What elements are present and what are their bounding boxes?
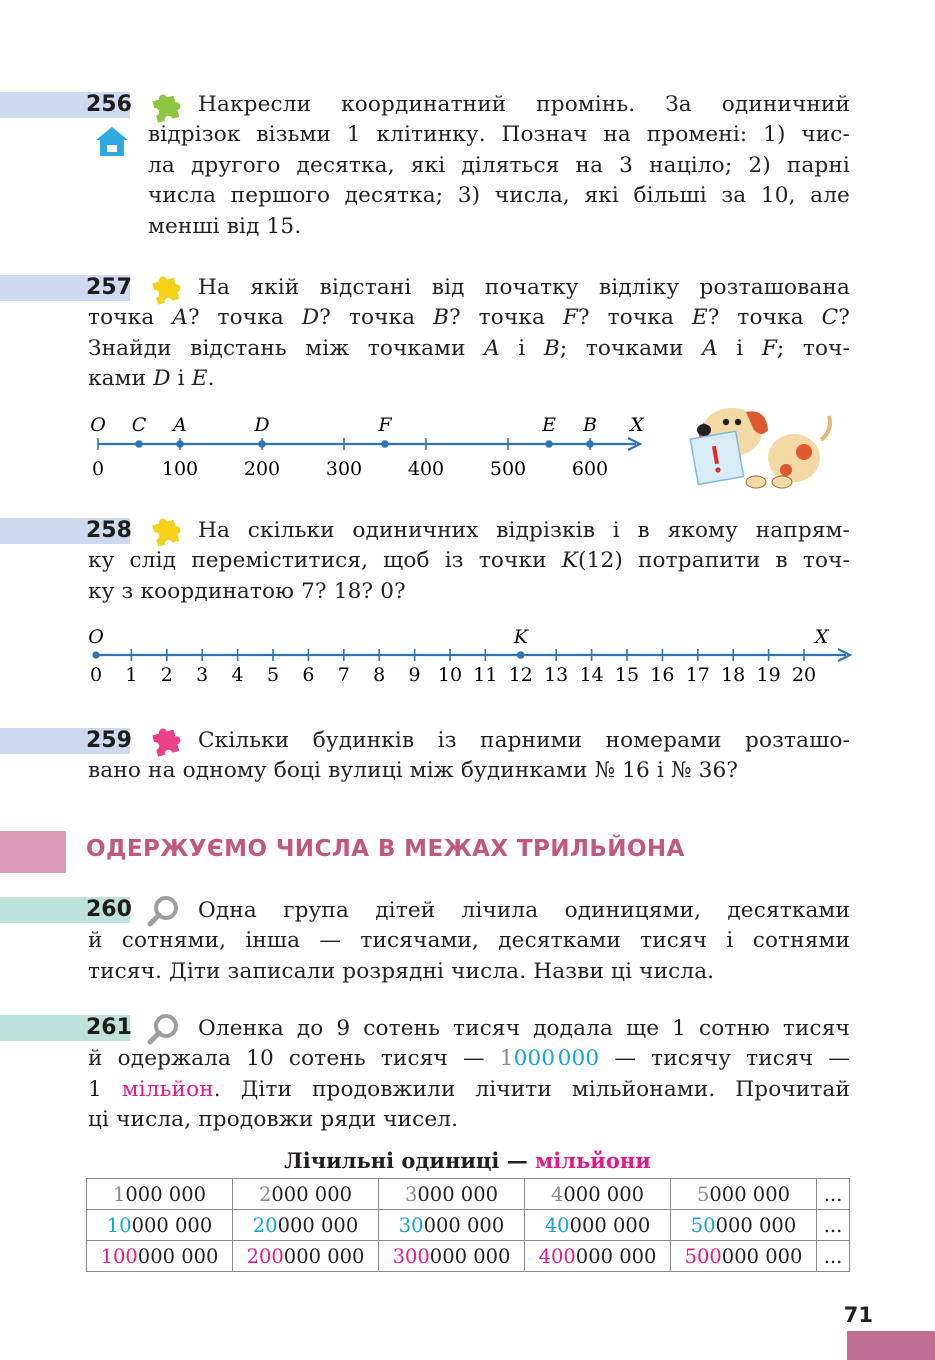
point-label: F xyxy=(378,414,392,436)
tick-label: 100 xyxy=(161,458,199,480)
number-rest: 000 000 xyxy=(417,1182,499,1206)
table-cell xyxy=(525,1179,671,1210)
table-row xyxy=(87,1241,850,1272)
tick-label: 8 xyxy=(373,664,386,686)
number-lead: 30 xyxy=(398,1213,424,1237)
number-rest: 000 000 xyxy=(125,1182,207,1206)
number-rest: 000 000 xyxy=(271,1182,353,1206)
point-label: K xyxy=(513,626,528,648)
text-line: ку слід переміститися, щоб із точки K(12) потрапити в точ- xyxy=(88,548,851,574)
text-line: відрізок візьми 1 клітинку. Познач на промені: 1) чис- xyxy=(148,122,850,148)
number-rest: 000 000 xyxy=(569,1213,651,1237)
table-cell xyxy=(87,1179,233,1210)
exercise-text-257 xyxy=(88,273,850,395)
text-line: ками D і E. xyxy=(88,366,215,392)
exercise-number: 256 xyxy=(86,92,132,117)
number-lead: 500 xyxy=(684,1244,722,1268)
text-line: Одна група дітей лічила одиницями, десятками xyxy=(198,898,850,923)
exercise-text-261 xyxy=(88,1014,850,1136)
exercise-text-256 xyxy=(88,90,850,242)
point-letter: B xyxy=(433,305,450,331)
section-title: ОДЕРЖУЄМО ЧИСЛА В МЕЖАХ ТРИЛЬЙОНА xyxy=(86,836,685,862)
tick-label: 200 xyxy=(243,458,281,480)
tick-label: 15 xyxy=(614,664,640,686)
tick-label: 5 xyxy=(266,664,280,686)
million-word: мільйон xyxy=(121,1076,214,1102)
exercise-number: 258 xyxy=(86,518,132,543)
table-cell xyxy=(233,1179,379,1210)
point-letter: B xyxy=(543,335,560,361)
million-group: 000 xyxy=(513,1046,556,1072)
table-cell xyxy=(525,1210,671,1241)
tick-label: 300 xyxy=(325,458,363,480)
tick-label: 14 xyxy=(579,664,604,686)
point-letter: A xyxy=(702,335,718,361)
exercise-text-260 xyxy=(88,896,850,987)
table-cell xyxy=(379,1210,525,1241)
table-title-accent: мільйони xyxy=(535,1148,651,1173)
point-label: D xyxy=(254,414,270,436)
number-lead: 20 xyxy=(252,1213,278,1237)
exercise-number: 257 xyxy=(86,275,132,300)
tick-label: 18 xyxy=(721,664,746,686)
ray-point xyxy=(586,440,594,448)
text-line xyxy=(88,1075,850,1105)
tick-label: 500 xyxy=(489,458,527,480)
tick-label: 2 xyxy=(160,664,173,686)
exercise-number: 261 xyxy=(86,1015,132,1040)
counting-units-table xyxy=(86,1178,850,1272)
point-label: O xyxy=(88,626,104,648)
tick-label: 10 xyxy=(437,664,463,686)
ray-point xyxy=(92,651,99,658)
text-fragment: . Діти продовжили лічити мільйонами. Прочитай xyxy=(213,1076,850,1102)
table-cell xyxy=(233,1241,379,1272)
point-letter: A xyxy=(172,305,188,331)
tick-label: 0 xyxy=(91,458,105,480)
table-row xyxy=(87,1210,850,1241)
million-group: 000 xyxy=(557,1046,600,1072)
number-lead: 40 xyxy=(544,1213,570,1237)
point-label: C xyxy=(131,414,147,436)
table-ellipsis: ... xyxy=(817,1210,850,1241)
exercise-number: 259 xyxy=(86,728,132,753)
number-lead: 5 xyxy=(696,1182,710,1206)
table-title-text: Лічильні одиниці — xyxy=(284,1148,536,1173)
ray-point xyxy=(381,440,389,448)
point-letter: E xyxy=(191,366,208,392)
tick-label: 4 xyxy=(231,664,244,686)
point-letter: D xyxy=(153,366,171,392)
text-line xyxy=(88,1044,850,1074)
text-line: менші від 15. xyxy=(148,213,302,239)
point-label: O xyxy=(90,414,106,436)
number-lead: 300 xyxy=(392,1244,430,1268)
table-ellipsis: ... xyxy=(817,1179,850,1210)
point-letter: C xyxy=(821,305,839,331)
point-letter: K xyxy=(561,548,578,574)
point-label: B xyxy=(583,414,597,436)
number-rest: 000 000 xyxy=(575,1244,657,1268)
point-letter: E xyxy=(691,305,708,331)
number-lead: 4 xyxy=(550,1182,564,1206)
text-line: вано на одному боці вулиці між будинками № 16 і № 36? xyxy=(88,758,739,784)
number-lead: 400 xyxy=(538,1244,576,1268)
number-rest: 000 000 xyxy=(429,1244,511,1268)
page-number: 71 xyxy=(843,1303,873,1327)
text-line: Знайди відстань між точками A і B; точками A і F; точ- xyxy=(88,335,850,361)
tick-label: 600 xyxy=(571,458,609,480)
number-rest: 000 000 xyxy=(709,1182,791,1206)
tick-label: 400 xyxy=(407,458,445,480)
text-fragment: й одержала 10 сотень тисяч — xyxy=(88,1046,500,1072)
table-cell xyxy=(671,1210,817,1241)
point-letter: F xyxy=(562,305,579,331)
point-label: X xyxy=(814,626,829,648)
ray-point xyxy=(135,440,143,448)
number-lead: 3 xyxy=(404,1182,418,1206)
text-line: На скільки одиничних відрізків і в якому напрям- xyxy=(198,518,850,543)
table-cell xyxy=(87,1210,233,1241)
ray-point xyxy=(176,440,184,448)
table-cell xyxy=(379,1241,525,1272)
table-cell xyxy=(233,1210,379,1241)
number-rest: 000 000 xyxy=(283,1244,365,1268)
point-label: E xyxy=(542,414,556,436)
text-fragment: 1 xyxy=(88,1076,122,1102)
tick-label: 9 xyxy=(408,664,421,686)
number-lead: 100 xyxy=(100,1244,138,1268)
point-letter: F xyxy=(761,335,777,361)
coordinate-ray-258 xyxy=(80,620,870,690)
number-rest: 000 000 xyxy=(563,1182,645,1206)
number-rest: 000 000 xyxy=(137,1244,219,1268)
ray-point xyxy=(517,651,525,659)
ray-point xyxy=(545,440,553,448)
exercise-number: 260 xyxy=(86,897,132,922)
number-rest: 000 000 xyxy=(721,1244,803,1268)
table-title xyxy=(0,1148,935,1173)
table-ellipsis: ... xyxy=(817,1241,850,1272)
text-line: точка A? точка D? точка B? точка F? точка E? точка C? xyxy=(88,305,851,331)
point-label: X xyxy=(630,414,644,436)
text-line: Накресли координатний промінь. За одиничний xyxy=(198,92,850,117)
ray-point xyxy=(258,440,266,448)
section-band xyxy=(0,831,66,873)
number-lead: 200 xyxy=(246,1244,284,1268)
number-rest: 000 000 xyxy=(423,1213,505,1237)
point-letter: A xyxy=(484,335,500,361)
number-rest: 000 000 xyxy=(277,1213,359,1237)
tick-label: 12 xyxy=(508,664,533,686)
tick-label: 7 xyxy=(337,664,350,686)
tick-label: 1 xyxy=(125,664,138,686)
million-digit-one: 1 xyxy=(499,1046,514,1072)
tick-label: 17 xyxy=(685,664,710,686)
text-line: Оленка до 9 сотень тисяч додала ще 1 сотню тисяч xyxy=(198,1016,850,1041)
tick-label: 13 xyxy=(544,664,569,686)
table-cell xyxy=(671,1241,817,1272)
tick-label: 19 xyxy=(756,664,781,686)
point-letter: D xyxy=(301,305,320,331)
tick-label: 3 xyxy=(196,664,209,686)
text-line: ку з координатою 7? 18? 0? xyxy=(88,578,406,604)
exercise-text-259 xyxy=(88,726,850,787)
text-line: ла другого десятка, які діляться на 3 націло; 2) парні xyxy=(148,152,850,178)
text-line: й сотнями, інша — тисячами, десятками тисяч і сотнями xyxy=(88,928,850,954)
text-line: числа першого десятка; 3) числа, які більші за 10, але xyxy=(148,183,850,209)
number-lead: 2 xyxy=(258,1182,272,1206)
text-line: На якій відстані від початку відліку розташована xyxy=(198,275,850,300)
table-cell xyxy=(379,1179,525,1210)
text-line: ці числа, продовжи ряди чисел. xyxy=(88,1107,459,1133)
tick-label: 0 xyxy=(89,664,103,686)
text-line: тисяч. Діти записали розрядні числа. Назви ці числа. xyxy=(88,958,715,984)
table-cell xyxy=(87,1241,233,1272)
number-lead: 1 xyxy=(112,1182,126,1206)
table-row xyxy=(87,1179,850,1210)
number-rest: 000 000 xyxy=(131,1213,213,1237)
number-lead: 50 xyxy=(690,1213,716,1237)
page-number-bar xyxy=(847,1331,935,1360)
tick-label: 11 xyxy=(473,664,498,686)
tick-label: 6 xyxy=(302,664,315,686)
number-rest: 000 000 xyxy=(715,1213,797,1237)
exercise-text-258 xyxy=(88,516,850,607)
table-cell xyxy=(525,1241,671,1272)
number-lead: 10 xyxy=(106,1213,132,1237)
dog-illustration xyxy=(686,400,836,490)
tick-label: 16 xyxy=(650,664,675,686)
point-label: A xyxy=(173,414,187,436)
table-cell xyxy=(671,1179,817,1210)
text-line: Скільки будинків із парними номерами розташо- xyxy=(198,728,850,753)
coordinate-ray-257 xyxy=(80,405,660,480)
text-fragment: — тисячу тисяч — xyxy=(599,1046,851,1072)
tick-label: 20 xyxy=(791,664,817,686)
